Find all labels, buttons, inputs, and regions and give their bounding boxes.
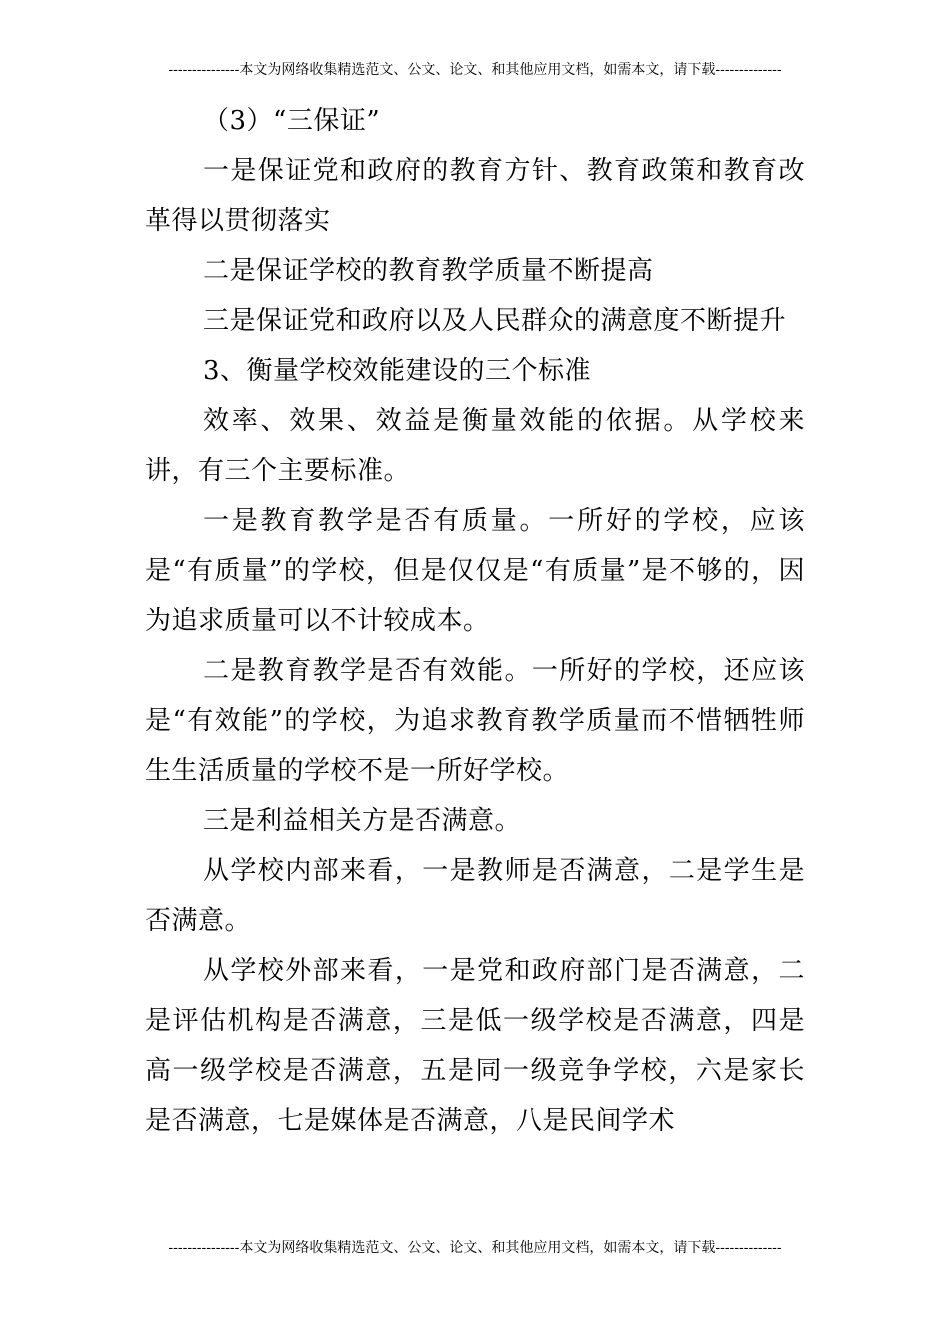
- paragraph: 一是教育教学是否有质量。一所好的学校，应该是“有质量”的学校，但是仅仅是“有质量”是不够的，因为追求质量可以不计较成本。: [145, 506, 805, 636]
- paragraph: 三是利益相关方是否满意。: [203, 806, 522, 836]
- document-body: [145, 96, 805, 1146]
- section-heading-three-guarantees: （3）“三保证”: [203, 106, 381, 136]
- paragraph: 效率、效果、效益是衡量效能的依据。从学校来讲，有三个主要标准。: [145, 406, 805, 486]
- paragraph: 三是保证党和政府以及人民群众的满意度不断提升: [203, 306, 787, 336]
- paragraph: 一是保证党和政府的教育方针、教育政策和教育改革得以贯彻落实: [145, 156, 805, 236]
- section-heading-three-standards: 3、衡量学校效能建设的三个标准: [203, 356, 592, 386]
- paragraph: 从学校内部来看，一是教师是否满意，二是学生是否满意。: [145, 856, 805, 936]
- page-header: ---------------本文为网络收集精选范文、公文、论文、和其他应用文档，如需本文，请下载--------------: [168, 62, 782, 78]
- paragraph: 二是保证学校的教育教学质量不断提高: [203, 256, 654, 286]
- paragraph: 二是教育教学是否有效能。一所好的学校，还应该是“有效能”的学校，为追求教育教学质量而不惜牺牲师生生活质量的学校不是一所好学校。: [145, 656, 805, 786]
- page-footer: ---------------本文为网络收集精选范文、公文、论文、和其他应用文档，如需本文，请下载--------------: [168, 1240, 782, 1256]
- paragraph: 从学校外部来看，一是党和政府部门是否满意，二是评估机构是否满意，三是低一级学校是否满意，四是高一级学校是否满意，五是同一级竞争学校，六是家长是否满意，七是媒体是否满意，八是民间学术: [145, 956, 805, 1136]
